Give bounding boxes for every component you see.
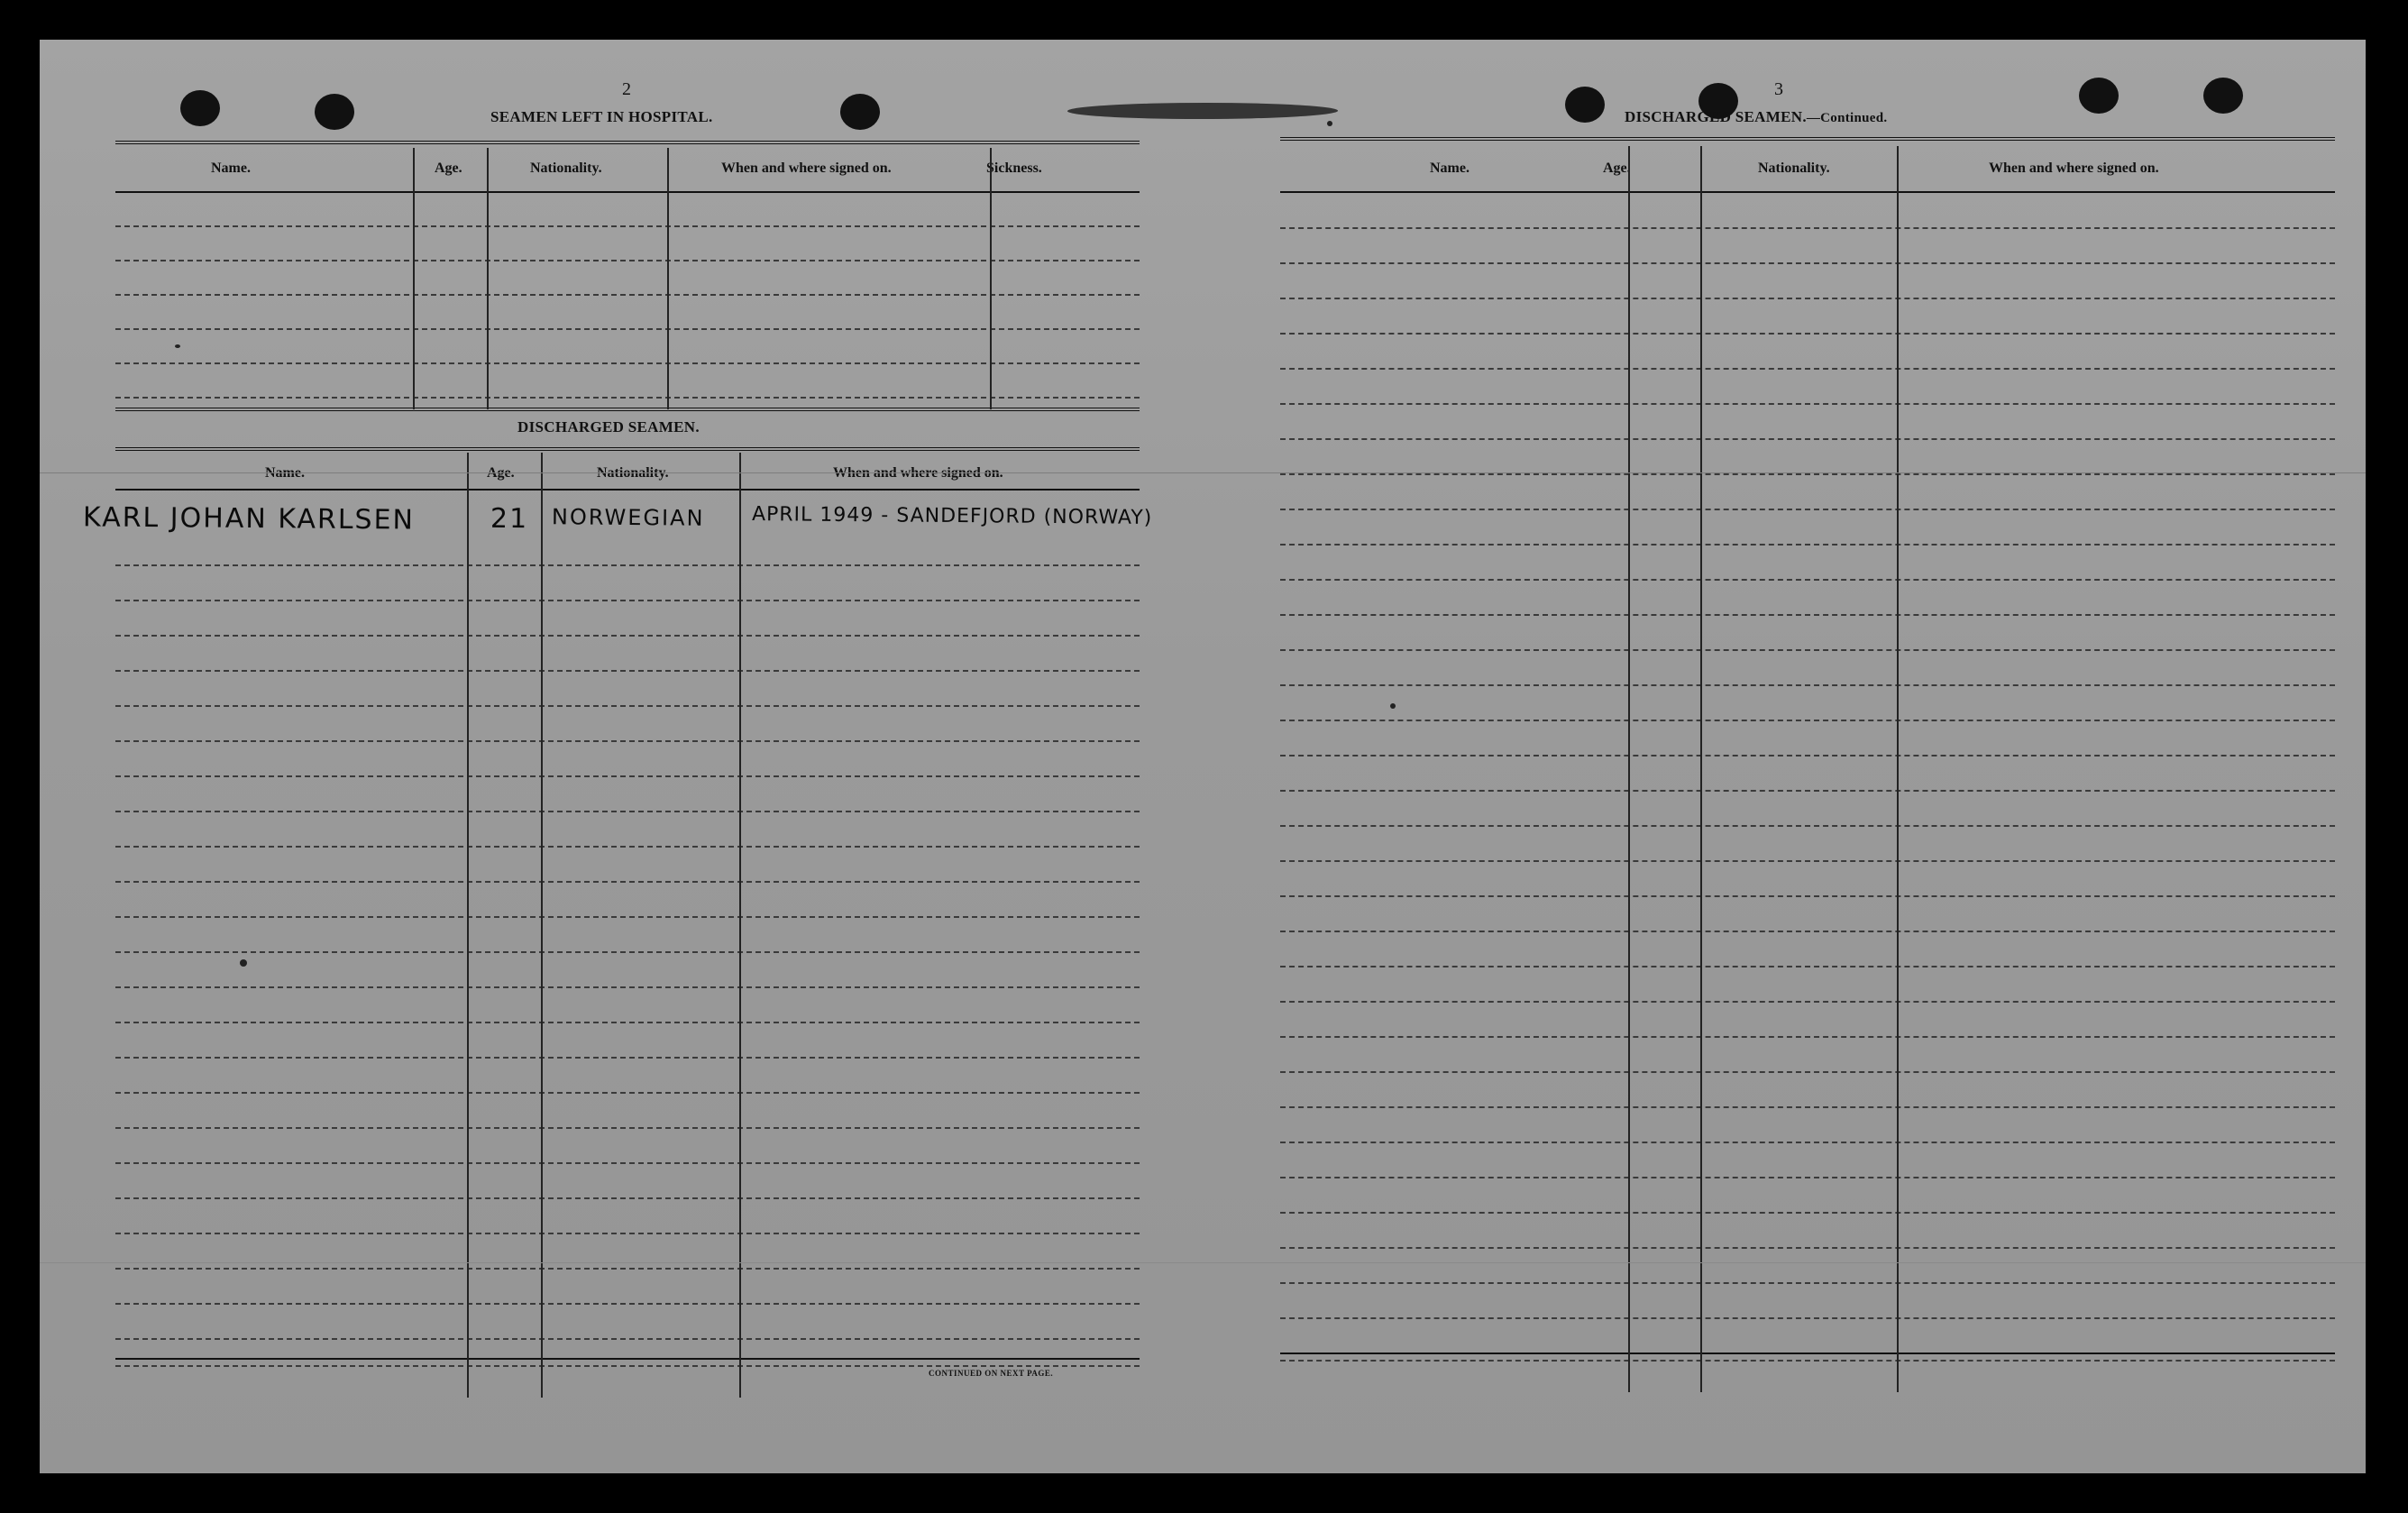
dashed-row (1280, 755, 2335, 756)
seaman-signed-on: APRIL 1949 - SANDEFJORD (NORWAY) (751, 503, 1153, 529)
column-divider (541, 453, 543, 1398)
dashed-row (1280, 473, 2335, 475)
hospital-col-signed-on: When and where signed on. (721, 160, 892, 176)
dashed-row (115, 1338, 1140, 1340)
hospital-col-nationality: Nationality. (530, 160, 602, 176)
dashed-row (1280, 579, 2335, 581)
discharged-section-title: DISCHARGED SEAMEN. (517, 418, 700, 436)
dashed-row (115, 1197, 1140, 1199)
column-divider (990, 148, 992, 409)
dashed-row (1280, 720, 2335, 721)
dashed-row (1280, 298, 2335, 299)
punch-hole (840, 94, 880, 130)
continued-footer: CONTINUED ON NEXT PAGE. (929, 1369, 1054, 1378)
rule (1280, 1360, 2335, 1362)
dashed-row (115, 986, 1140, 988)
dashed-row (115, 1092, 1140, 1094)
dashed-row (115, 740, 1140, 742)
dashed-row (1280, 227, 2335, 229)
dashed-row (115, 1303, 1140, 1305)
dashed-row (115, 294, 1140, 296)
hospital-col-age: Age. (435, 160, 462, 176)
dashed-row (115, 775, 1140, 777)
document-sheet (40, 40, 2366, 1473)
dashed-row (1280, 509, 2335, 510)
dashed-row (115, 846, 1140, 848)
dashed-row (1280, 1282, 2335, 1284)
rule (115, 489, 1140, 491)
rule (115, 191, 1140, 193)
dashed-row (115, 951, 1140, 953)
discharged-col-age: Age. (487, 465, 515, 481)
punch-hole (315, 94, 354, 130)
punch-hole (2079, 78, 2119, 114)
column-divider (1700, 146, 1702, 1392)
column-divider (1897, 146, 1899, 1392)
dashed-row (115, 328, 1140, 330)
column-divider (413, 148, 415, 409)
dashed-row (115, 1057, 1140, 1059)
punch-hole (2203, 78, 2243, 114)
dashed-row (1280, 368, 2335, 370)
dashed-row (1280, 1071, 2335, 1073)
dashed-row (115, 881, 1140, 883)
dashed-row (115, 564, 1140, 566)
dashed-row (1280, 1317, 2335, 1319)
right-section-title (1625, 108, 1887, 126)
punch-hole (1565, 87, 1605, 123)
dashed-row (1280, 931, 2335, 932)
dashed-row (1280, 684, 2335, 686)
stray-mark (240, 959, 247, 967)
dashed-row (115, 397, 1140, 399)
right-col-age: Age. (1603, 160, 1631, 176)
column-divider (487, 148, 489, 409)
column-divider (1628, 146, 1630, 1392)
rule (115, 1365, 1140, 1367)
right-section-title-suffix: —Continued. (1806, 111, 1888, 125)
dashed-row (1280, 614, 2335, 616)
stray-mark (175, 344, 180, 348)
column-divider (467, 453, 469, 1398)
dashed-row (1280, 966, 2335, 967)
dashed-row (1280, 1247, 2335, 1249)
left-page-number: 2 (622, 79, 631, 99)
fold-line (40, 1262, 2366, 1263)
dashed-row (1280, 1142, 2335, 1143)
seaman-name: KARL JOHAN KARLSEN (82, 501, 416, 536)
dashed-row (115, 916, 1140, 918)
right-col-signed-on: When and where signed on. (1989, 160, 2159, 176)
dashed-row (1280, 544, 2335, 546)
dashed-row (115, 811, 1140, 812)
dashed-row (115, 1233, 1140, 1234)
discharged-col-nationality: Nationality. (597, 465, 669, 481)
dashed-row (115, 1127, 1140, 1129)
dashed-row (1280, 895, 2335, 897)
dashed-row (115, 635, 1140, 637)
rule (115, 408, 1140, 411)
stray-mark (1390, 703, 1396, 709)
hospital-col-sickness: Sickness. (986, 160, 1042, 176)
discharged-col-signed-on: When and where signed on. (833, 465, 1003, 481)
dashed-row (1280, 1036, 2335, 1038)
dashed-row (1280, 403, 2335, 405)
stray-mark (1327, 121, 1332, 126)
dashed-row (1280, 1106, 2335, 1108)
dashed-row (1280, 825, 2335, 827)
dashed-row (1280, 1001, 2335, 1003)
right-col-name: Name. (1430, 160, 1470, 176)
rule (1280, 1353, 2335, 1354)
dashed-row (115, 705, 1140, 707)
seaman-age: 21 (490, 502, 529, 536)
dashed-row (1280, 1212, 2335, 1214)
rule (1280, 137, 2335, 141)
dashed-row (1280, 790, 2335, 792)
dashed-row (1280, 860, 2335, 862)
rule (115, 1358, 1140, 1360)
punch-hole (180, 90, 220, 126)
dashed-row (1280, 262, 2335, 264)
hospital-section-title: SEAMEN LEFT IN HOSPITAL. (490, 108, 713, 125)
dashed-row (115, 225, 1140, 227)
ink-smudge (1065, 103, 1341, 119)
dashed-row (115, 1268, 1140, 1270)
discharged-col-name: Name. (265, 465, 305, 481)
dashed-row (1280, 1177, 2335, 1178)
column-divider (667, 148, 669, 409)
rule (1280, 191, 2335, 193)
dashed-row (1280, 649, 2335, 651)
dashed-row (115, 600, 1140, 601)
dashed-row (115, 670, 1140, 672)
dashed-row (115, 260, 1140, 261)
column-divider (739, 453, 741, 1398)
right-section-title-text: DISCHARGED SEAMEN. (1625, 108, 1807, 125)
hospital-col-name: Name. (211, 160, 251, 176)
dashed-row (1280, 333, 2335, 335)
dashed-row (1280, 438, 2335, 440)
seaman-nationality: NORWEGIAN (551, 504, 705, 531)
rule (115, 447, 1140, 451)
right-col-nationality: Nationality. (1758, 160, 1830, 176)
fold-line (40, 472, 2366, 473)
right-page-number: 3 (1774, 79, 1783, 99)
dashed-row (115, 362, 1140, 364)
rule (115, 141, 1140, 144)
dashed-row (115, 1022, 1140, 1023)
dashed-row (115, 1162, 1140, 1164)
